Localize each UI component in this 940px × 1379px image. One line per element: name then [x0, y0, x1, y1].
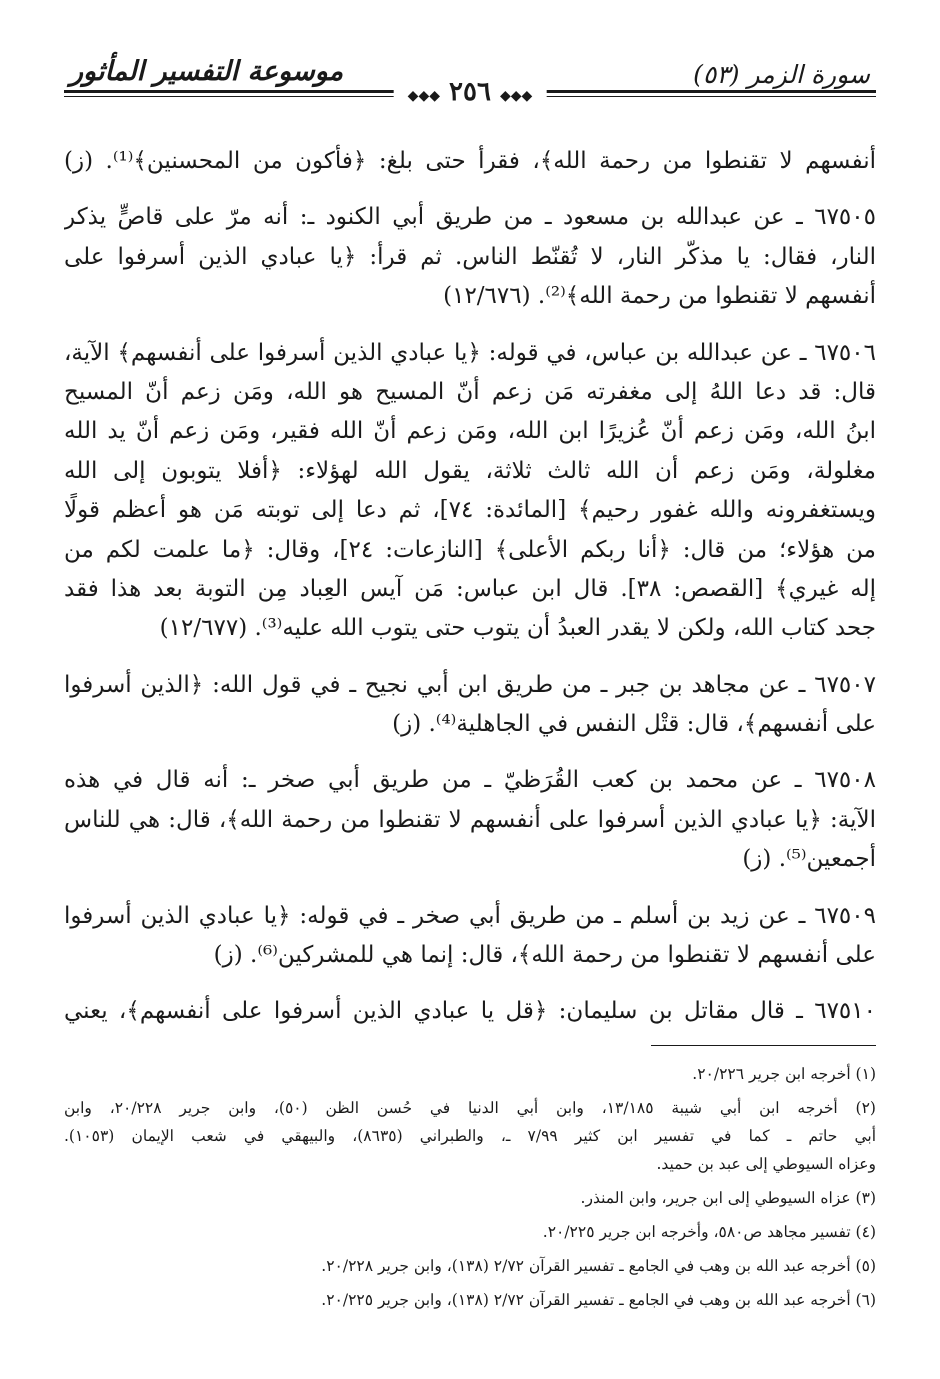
text-line: ٦٧٥٠٨ ـ عن محمد بن كعب القُرَظيّ ـ من طريق أبي صخر ـ: أنه قال في هذه — [64, 767, 876, 794]
text-line: النار، فقال: يا مذكّر النار، لا تُقنّط الناس. ثم قرأ: ﴿يا عبادي الذين أسرفوا على — [64, 243, 876, 270]
footnote: وعزاه السيوطي إلى عبد بن حميد. — [656, 1155, 876, 1173]
footnote: أبي حاتم ـ كما في تفسير ابن كثير ٧/٩٩ ـ، والطبراني (٨٦٣٥)، والبيهقي في شعب الإيمان (١٠٥٣). — [64, 1127, 876, 1145]
text-line: إله غيري﴾ [القصص: ٣٨]. قال ابن عباس: مَن آيس العِباد مِن التوبة بعد هذا فقد — [64, 575, 876, 602]
footnote: (١) أخرجه ابن جرير ٢٠/٢٢٦. — [692, 1065, 876, 1083]
text-line: ٦٧٥٠٥ ـ عن عبدالله بن مسعود ـ من طريق أبي الكنود ـ: أنه مرّ على قاصٍّ يذكر — [64, 204, 876, 231]
text-line: قال: قد دعا اللهُ إلى مغفرته مَن زعم أنّ المسيح هو الله، ومَن زعم أنّ المسيح — [64, 378, 876, 405]
footnote: (٢) أخرجه ابن أبي شيبة ١٣/١٨٥، وابن أبي الدنيا في حُسن الظن (٥٠)، وابن جرير ٢٠/٢٢٨، وابن — [64, 1099, 876, 1117]
text-line: ويستغفرونه والله غفور رحيم﴾ [المائدة: ٧٤]، ثم دعا إلى توبته مَن هو أعظم قولًا — [64, 497, 876, 524]
surah-heading: سورة الزمر (٥٣) — [693, 60, 870, 89]
page-header — [64, 52, 876, 107]
text-line: أنفسهم لا تقنطوا من رحمة الله﴾⁽²⁾. (١٢/٦٧٦) — [443, 283, 876, 310]
footnote: (٣) عزاه السيوطي إلى ابن جرير، وابن المنذر. — [580, 1189, 876, 1207]
text-line: ٦٧٥١٠ ـ قال مقاتل بن سليمان: ﴿قل يا عبادي الذين أسرفوا على أنفسهم﴾، يعني — [64, 998, 876, 1025]
text-line: الآية: ﴿يا عبادي الذين أسرفوا على أنفسهم لا تقنطوا من رحمة الله﴾، قال: هي للناس — [64, 806, 876, 833]
text-line: على أنفسهم﴾، قال: قتْل النفس في الجاهلية⁽⁴⁾. (ز) — [392, 711, 876, 738]
text-line: من هؤلاء؛ من قال: ﴿أنا ربكم الأعلى﴾ [النازعات: ٢٤]، وقال: ﴿ما علمت لكم من — [64, 536, 876, 563]
page-number: ٢٥٦ — [449, 77, 491, 107]
footnote: (٥) أخرجه عبد الله بن وهب في الجامع ـ تفسير القرآن ٢/٧٢ (١٣٨)، وابن جرير ٢٠/٢٢٨. — [321, 1257, 876, 1275]
text-line: ٦٧٥٠٩ ـ عن زيد بن أسلم ـ من طريق أبي صخر ـ في قوله: ﴿يا عبادي الذين أسرفوا — [64, 902, 876, 929]
text-line: مغلولة، ومَن زعم أن الله ثالث ثلاثة، يقول الله لهؤلاء: ﴿أفلا يتوبون إلى الله — [64, 457, 876, 484]
footnote: (٦) أخرجه عبد الله بن وهب في الجامع ـ تفسير القرآن ٢/٧٢ (١٣٨)، وابن جرير ٢٠/٢٢٥. — [321, 1291, 876, 1309]
main-text — [64, 142, 876, 1032]
footnote: (٤) تفسير مجاهد ص٥٨٠، وأخرجه ابن جرير ٢٠/٢٢٥. — [542, 1223, 876, 1241]
text-line: ابنُ الله، ومَن زعم أنّ عُزيرًا ابن الله، ومَن زعم أنّ الله فقير، ومَن زعم أنّ يد الله — [64, 418, 876, 445]
text-line: أنفسهم لا تقنطوا من رحمة الله﴾، فقرأ حتى بلغ: ﴿فأكون من المحسنين﴾⁽¹⁾. (ز) — [64, 148, 876, 174]
ornament-right-icon: ◆◆◆ — [500, 88, 533, 104]
text-line: ٦٧٥٠٦ ـ عن عبدالله بن عباس، في قوله: ﴿يا عبادي الذين أسرفوا على أنفسهم﴾ الآية، — [64, 339, 876, 366]
page-number-box — [394, 77, 547, 107]
text-line: أجمعين⁽⁵⁾. (ز) — [742, 846, 876, 873]
footnotes — [64, 1060, 876, 1314]
footnote-separator — [651, 1045, 876, 1046]
text-line: جحد كتاب الله، ولكن لا يقدر العبدُ أن يتوب حتى يتوب الله عليه⁽³⁾. (١٢/٦٧٧) — [159, 615, 876, 642]
text-line: على أنفسهم لا تقنطوا من رحمة الله﴾، قال: إنما هي للمشركين⁽⁶⁾. (ز) — [213, 942, 876, 969]
text-line: ٦٧٥٠٧ ـ عن مجاهد بن جبر ـ من طريق ابن أبي نجيح ـ في قول الله: ﴿الذين أسرفوا — [64, 671, 876, 698]
book-title: موسوعة التفسير المأثور — [70, 56, 344, 87]
ornament-left-icon: ◆◆◆ — [407, 88, 440, 104]
